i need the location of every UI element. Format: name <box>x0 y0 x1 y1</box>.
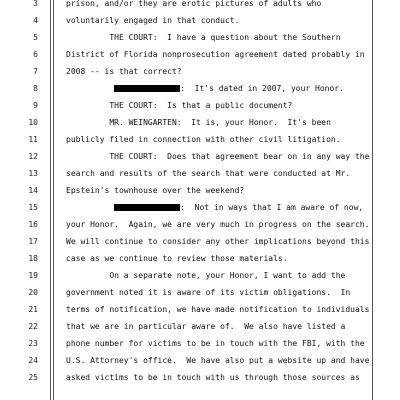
line-text: On a separate note, your Honor, I want to add the <box>66 271 346 280</box>
transcript-line <box>0 83 400 95</box>
line-number: 24 <box>28 356 38 365</box>
line-number: 16 <box>28 220 38 229</box>
redaction-bar <box>114 85 180 92</box>
transcript-line <box>0 219 400 231</box>
line-text: your Honor. Again, we are very much in progress on the search. <box>66 220 370 229</box>
line-number: 10 <box>28 118 38 127</box>
transcript-line <box>0 0 400 10</box>
transcript-line <box>0 151 400 163</box>
transcript-line <box>0 117 400 129</box>
line-number: 13 <box>28 169 38 178</box>
line-number: 22 <box>28 322 38 331</box>
transcript-line <box>0 270 400 282</box>
line-number: 18 <box>28 254 38 263</box>
transcript-line <box>0 287 400 299</box>
line-number: 4 <box>33 16 38 25</box>
line-number: 9 <box>33 101 38 110</box>
line-number: 21 <box>28 305 38 314</box>
line-text: terms of notification, we have made notification to individuals <box>66 305 370 314</box>
line-text: case as we continue to review those materials. <box>66 254 288 263</box>
line-number: 12 <box>28 152 38 161</box>
transcript-line <box>0 321 400 333</box>
transcript-line <box>0 134 400 146</box>
transcript-line <box>0 49 400 61</box>
line-text: THE COURT: I have a question about the Southern <box>66 33 341 42</box>
line-number: 11 <box>28 135 38 144</box>
transcript-line <box>0 66 400 78</box>
transcript-line <box>0 372 400 384</box>
line-number: 23 <box>28 339 38 348</box>
transcript-line <box>0 236 400 248</box>
line-text: U.S. Attorney's office. We have also put a website up and have <box>66 356 370 365</box>
line-text: District of Florida nonprosecution agreement dated probably in <box>66 50 365 59</box>
transcript-line <box>0 32 400 44</box>
transcript-line <box>0 168 400 180</box>
line-number: 8 <box>33 84 38 93</box>
line-number: 19 <box>28 271 38 280</box>
line-number: 7 <box>33 67 38 76</box>
line-text: THE COURT: Is that a public document? <box>66 101 293 110</box>
line-text: phone number for victims to be in touch with the FBI, with the <box>66 339 365 348</box>
line-number: 15 <box>28 203 38 212</box>
line-text: 2008 -- is that correct? <box>66 67 182 76</box>
line-text: publicly filed in connection with other civil litigation. <box>66 135 341 144</box>
line-text: search and results of the search that were conducted at Mr. <box>66 169 351 178</box>
line-text: Epstein's townhouse over the weekend? <box>66 186 245 195</box>
transcript-line <box>0 355 400 367</box>
line-text: prison, and/or they are erotic pictures of adults who <box>66 0 322 8</box>
line-text: THE COURT: Does that agreement bear on in any way the <box>66 152 370 161</box>
transcript-line <box>0 202 400 214</box>
line-number: 6 <box>33 50 38 59</box>
line-number: 14 <box>28 186 38 195</box>
line-text: that we are in particular aware of. We also have listed a <box>66 322 346 331</box>
line-text: government noted it is aware of its victim obligations. In <box>66 288 351 297</box>
line-number: 17 <box>28 237 38 246</box>
transcript-line <box>0 15 400 27</box>
line-number: 25 <box>28 373 38 382</box>
line-text: We will continue to consider any other implications beyond this <box>66 237 370 246</box>
line-text-content: It's dated in 2007, your Honor. <box>194 84 344 93</box>
transcript-line <box>0 338 400 350</box>
line-text: asked victims to be in touch with us through those sources as <box>66 373 360 382</box>
line-text: : It's dated in 2007, your Honor. <box>66 83 372 95</box>
line-number: 20 <box>28 288 38 297</box>
line-number: 5 <box>33 33 38 42</box>
line-text: : Not in ways that I am aware of now, <box>66 202 372 214</box>
line-text-content: Not in ways that I am aware of now, <box>194 203 364 212</box>
redaction-bar <box>114 204 180 211</box>
line-number: 3 <box>33 0 38 8</box>
line-text: MR. WEINGARTEN: It is, your Honor. It's been <box>66 118 331 127</box>
transcript-line <box>0 253 400 265</box>
line-text: voluntarily engaged in that conduct. <box>66 16 240 25</box>
transcript-line <box>0 304 400 316</box>
transcript-line <box>0 185 400 197</box>
transcript-line <box>0 100 400 112</box>
